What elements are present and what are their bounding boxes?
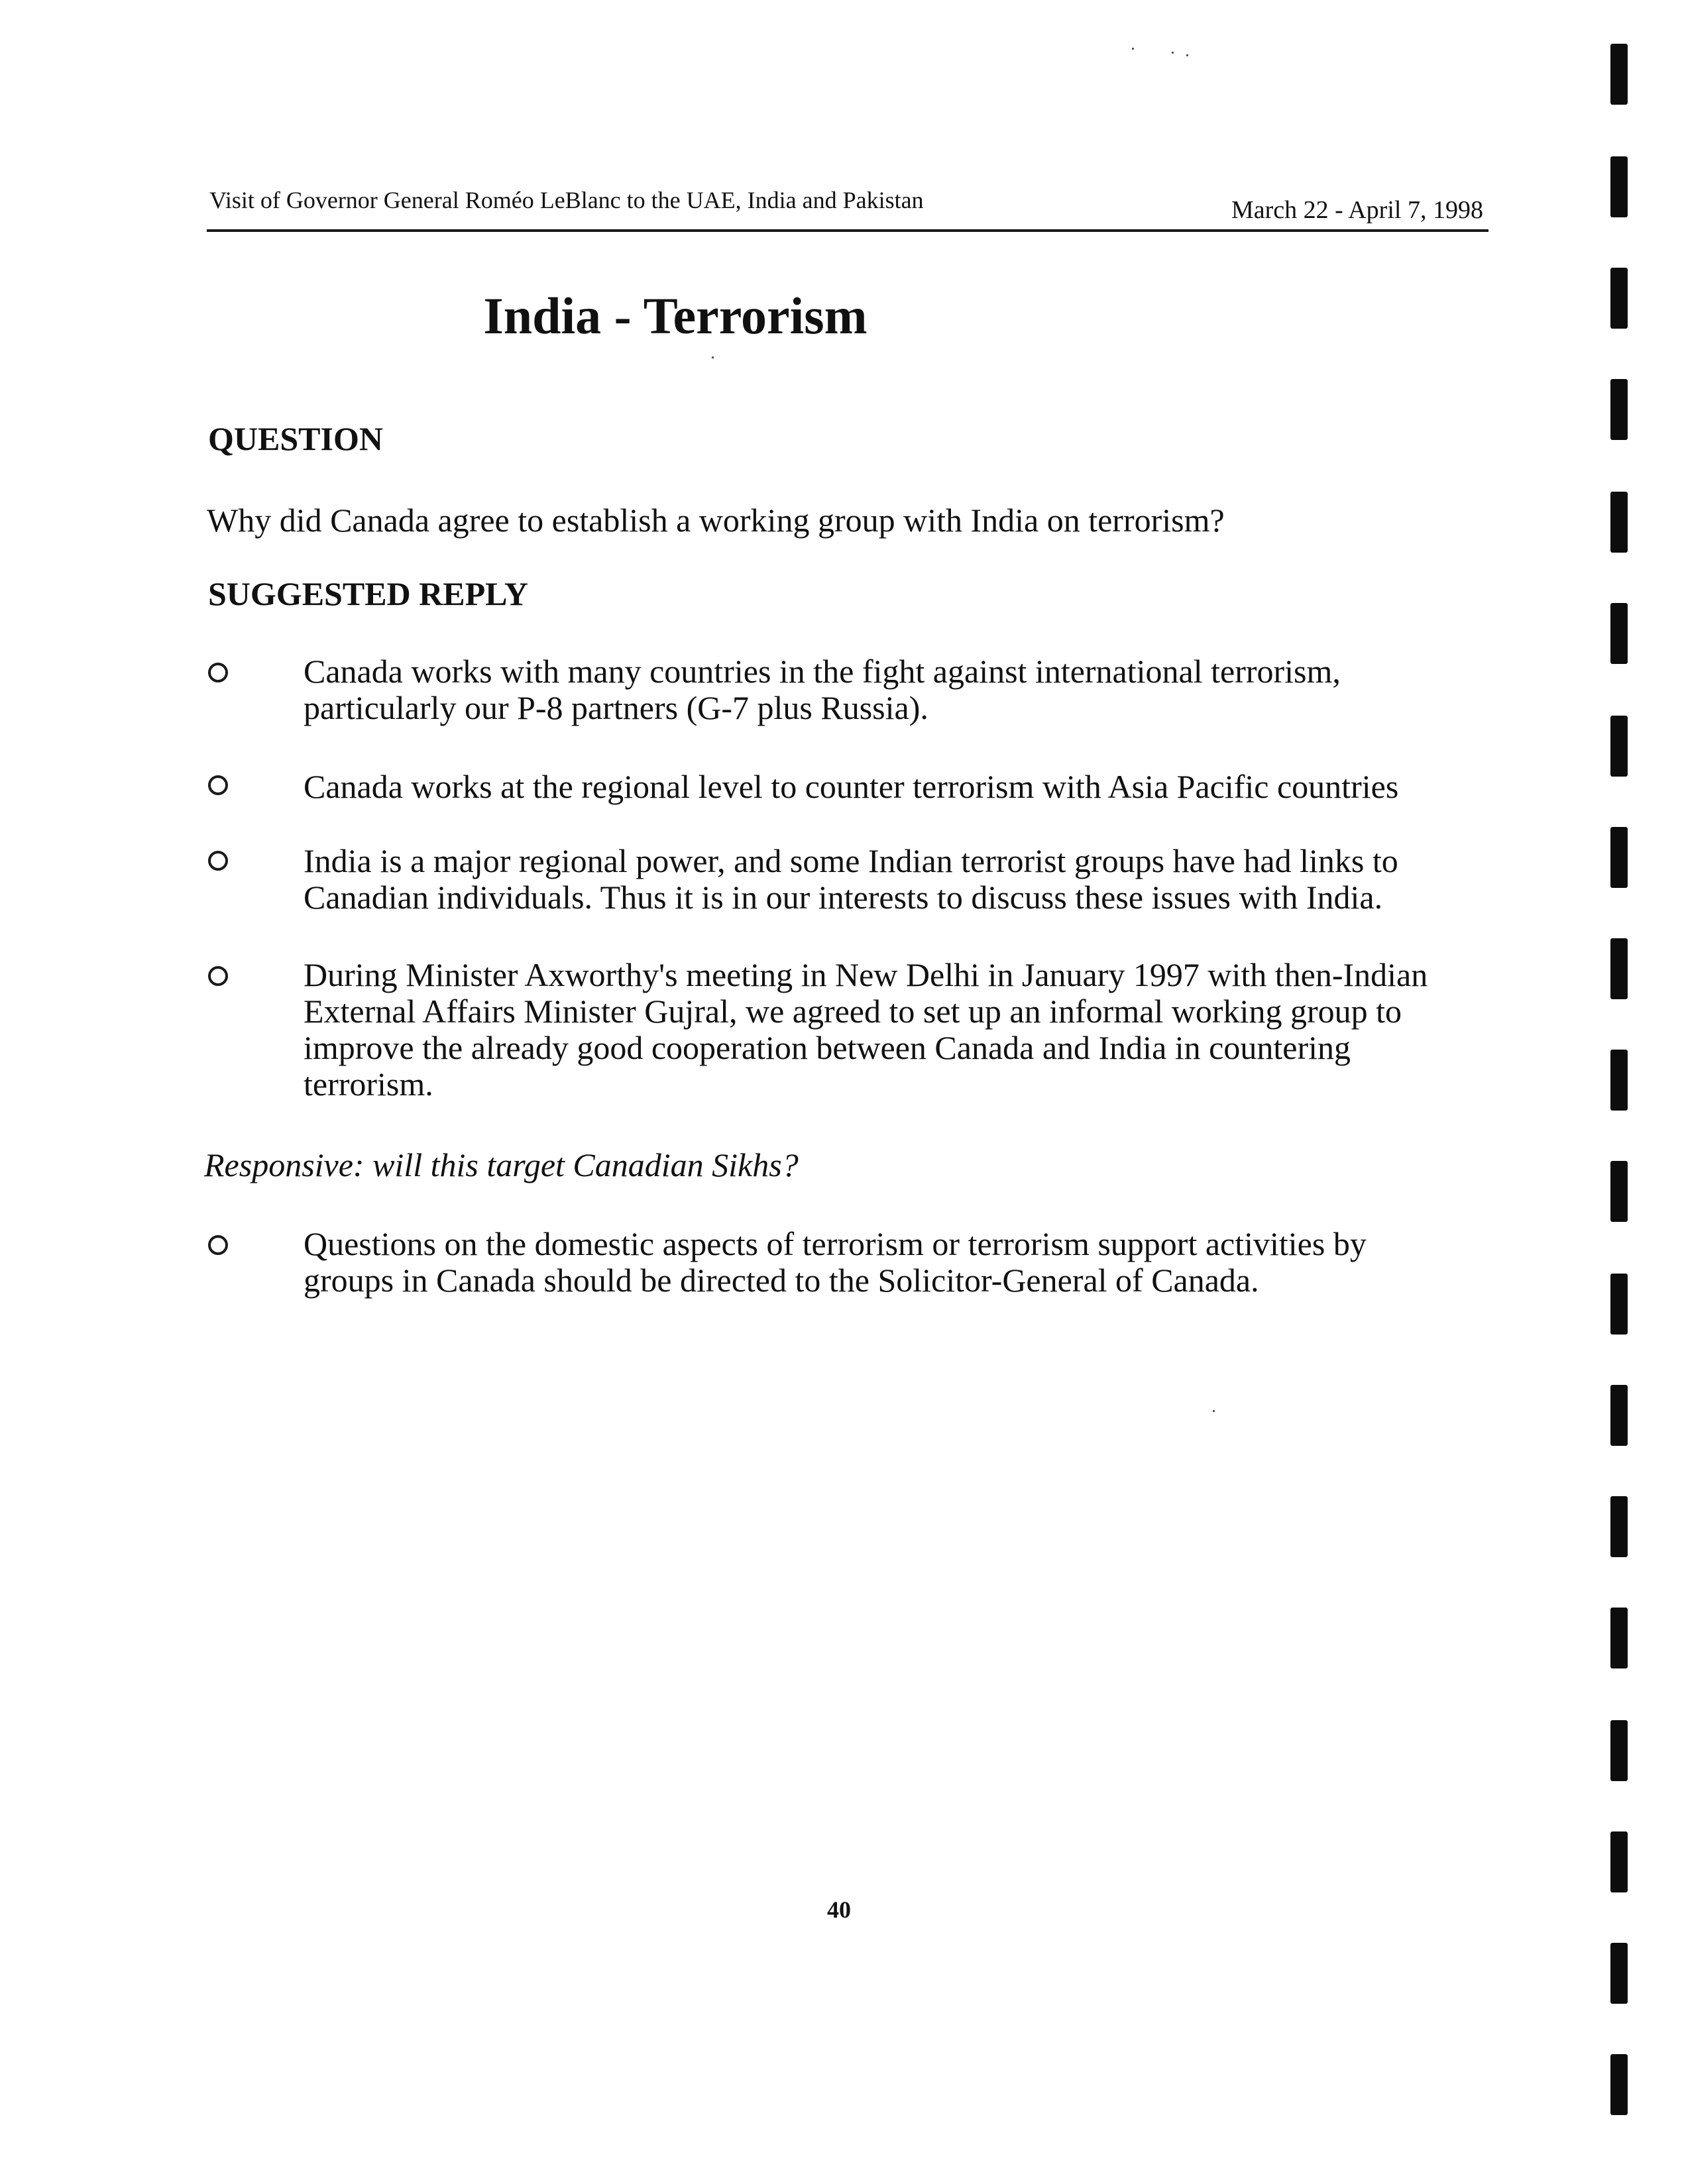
question-heading: QUESTION [208, 420, 383, 457]
scan-speck [1213, 1410, 1215, 1412]
binding-hole-mark [1610, 2054, 1628, 2115]
binding-hole-mark [1610, 1161, 1628, 1222]
responsive-bullet-1-line-1: Questions on the domestic aspects of terrorism or terrorism support activities by [304, 1225, 1367, 1262]
scan-speck [712, 356, 714, 358]
binding-hole-mark [1610, 44, 1628, 105]
binding-hole-mark [1610, 268, 1628, 329]
reply-bullet-1-line-2: particularly our P-8 partners (G-7 plus Russia). [304, 689, 928, 726]
bullet-marker [208, 1235, 228, 1255]
bullet-marker [208, 775, 228, 795]
bullet-marker [208, 663, 228, 682]
header-visit-title: Visit of Governor General Roméo LeBlanc to the UAE, India and Pakistan [209, 187, 924, 213]
binding-hole-mark [1610, 1050, 1628, 1111]
header-date-range: March 22 - April 7, 1998 [1231, 196, 1483, 224]
scan-speck [1172, 52, 1174, 54]
reply-bullet-3-line-1: India is a major regional power, and some Indian terrorist groups have had links to [304, 842, 1398, 879]
header-divider [207, 229, 1488, 232]
reply-bullet-4-line-2: External Affairs Minister Gujral, we agreed to set up an informal working group to [304, 993, 1402, 1030]
reply-bullet-3 [304, 843, 1398, 916]
binding-hole-mark [1610, 1831, 1628, 1892]
binding-hole-mark [1610, 1720, 1628, 1781]
binding-hole-mark [1610, 716, 1628, 777]
reply-bullet-4-line-3: improve the already good cooperation between Canada and India in countering [304, 1029, 1351, 1066]
reply-bullet-4-line-1: During Minister Axworthy's meeting in New Delhi in January 1997 with then-Indian [304, 956, 1428, 993]
reply-bullet-4-line-4: terrorism. [304, 1065, 433, 1103]
bullet-marker [208, 851, 228, 871]
binding-hole-mark [1610, 1943, 1628, 2004]
page-title: India - Terrorism [483, 287, 868, 345]
binding-hole-mark [1610, 1496, 1628, 1557]
binding-hole-mark [1610, 603, 1628, 664]
scan-speck [1132, 48, 1134, 50]
reply-bullet-4 [304, 957, 1428, 1103]
binding-hole-mark [1610, 492, 1628, 553]
page-number: 40 [827, 1896, 851, 1923]
question-text: Why did Canada agree to establish a working group with India on terrorism? [207, 502, 1225, 539]
reply-bullet-2 [304, 769, 1398, 805]
suggested-reply-heading: SUGGESTED REPLY [208, 575, 529, 612]
binding-hole-mark [1610, 1608, 1628, 1668]
reply-bullet-2-line-1: Canada works at the regional level to counter terrorism with Asia Pacific countries [304, 768, 1399, 805]
binding-hole-mark [1610, 1385, 1628, 1446]
reply-bullet-1 [304, 653, 1341, 726]
responsive-bullet-1 [304, 1226, 1367, 1299]
reply-bullet-3-line-2: Canadian individuals. Thus it is in our interests to discuss these issues with India. [304, 879, 1383, 916]
binding-hole-mark [1610, 156, 1628, 217]
scan-speck [1186, 54, 1188, 56]
reply-bullet-1-line-1: Canada works with many countries in the fight against international terrorism, [304, 653, 1341, 690]
binding-hole-mark [1610, 827, 1628, 888]
responsive-bullet-1-line-2: groups in Canada should be directed to the Solicitor-General of Canada. [304, 1262, 1259, 1299]
binding-hole-mark [1610, 938, 1628, 999]
binding-hole-mark [1610, 379, 1628, 440]
bullet-marker [208, 966, 228, 986]
responsive-heading: Responsive: will this target Canadian Sikhs? [204, 1146, 799, 1183]
binding-hole-mark [1610, 1274, 1628, 1335]
